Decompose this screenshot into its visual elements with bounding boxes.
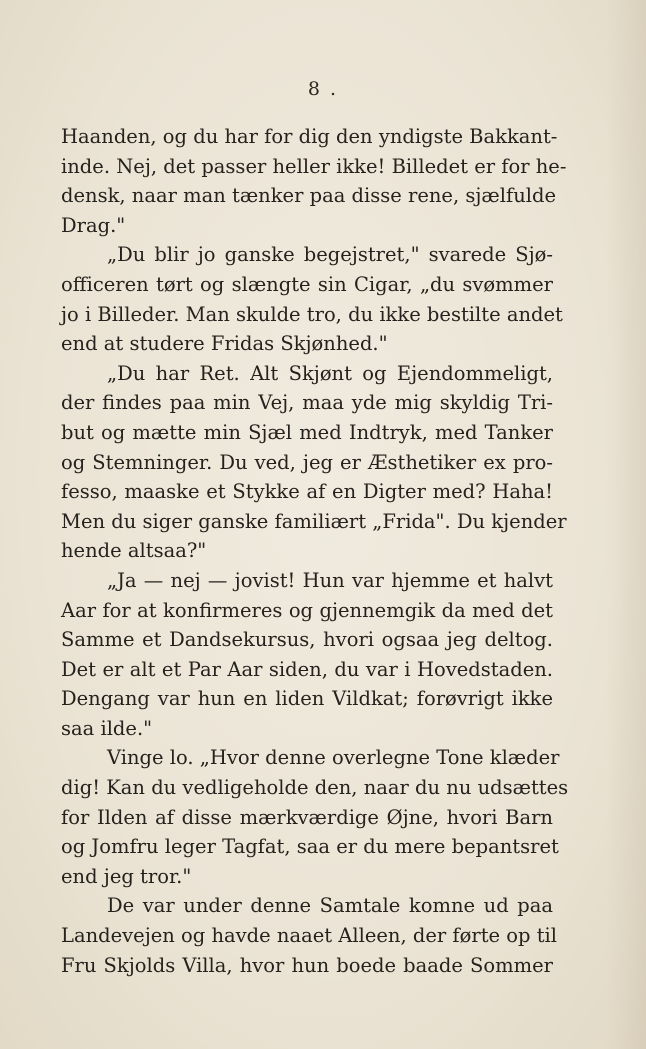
- text-line: but og mætte min Sjæl med Indtryk, med Tanker: [61, 420, 553, 444]
- text-line: inde. Nej, det passer heller ikke! Billedet er for he-: [61, 154, 567, 178]
- text-line: end jeg tror.": [61, 864, 192, 888]
- text-line: Landevejen og havde naaet Alleen, der førte op til: [61, 924, 558, 948]
- text-line: end at studere Fridas Skjønhed.": [61, 332, 388, 356]
- text-line: dig! Kan du vedligeholde den, naar du nu udsættes: [61, 776, 569, 800]
- text-line: Det er alt et Par Aar siden, du var i Hovedstaden.: [61, 657, 553, 681]
- text-line: „Du blir jo ganske begejstret," svarede Sjø-: [107, 243, 553, 267]
- text-line: der findes paa min Vej, maa yde mig skyldig Tri-: [61, 391, 553, 415]
- text-line: hende altsaa?": [61, 539, 207, 563]
- page-edge-shadow: [606, 0, 646, 1049]
- text-line: saa ilde.": [61, 716, 153, 740]
- text-line: jo i Billeder. Man skulde tro, du ikke bestilte andet: [61, 302, 563, 326]
- text-line: og Stemninger. Du ved, jeg er Æsthetiker ex pro-: [61, 450, 553, 474]
- text-line: Drag.": [61, 213, 126, 237]
- body-text: [61, 122, 569, 980]
- text-line: „Du har Ret. Alt Skjønt og Ejendommeligt,: [107, 361, 553, 385]
- text-line: De var under denne Samtale komne ud paa: [107, 894, 553, 918]
- text-line: „Ja — nej — jovist! Hun var hjemme et halvt: [107, 568, 553, 592]
- text-line: densk, naar man tænker paa disse rene, sjælfulde: [61, 184, 557, 208]
- text-line: Men du siger ganske familiært „Frida". Du kjender: [61, 509, 567, 533]
- page-number: 8 .: [307, 78, 339, 100]
- text-line: Haanden, og du har for dig den yndigste Bakkant-: [61, 125, 558, 148]
- text-line: for Ilden af disse mærkværdige Øjne, hvori Barn: [61, 805, 553, 829]
- text-line: officeren tørt og slængte sin Cigar, „du svømmer: [61, 272, 553, 296]
- text-line: Samme et Dandsekursus, hvori ogsaa jeg deltog.: [61, 628, 553, 652]
- text-line: og Jomfru leger Tagfat, saa er du mere bepantsret: [61, 835, 559, 859]
- text-line: fesso, maaske et Stykke af en Digter med? Haha!: [61, 480, 553, 504]
- text-line: Dengang var hun en liden Vildkat; forøvrigt ikke: [61, 687, 553, 711]
- text-line: Vinge lo. „Hvor denne overlegne Tone klæder: [107, 746, 560, 770]
- text-line: Fru Skjolds Villa, hvor hun boede baade Sommer: [61, 953, 553, 977]
- text-line: Aar for at konfirmeres og gjennemgik da med det: [61, 598, 553, 622]
